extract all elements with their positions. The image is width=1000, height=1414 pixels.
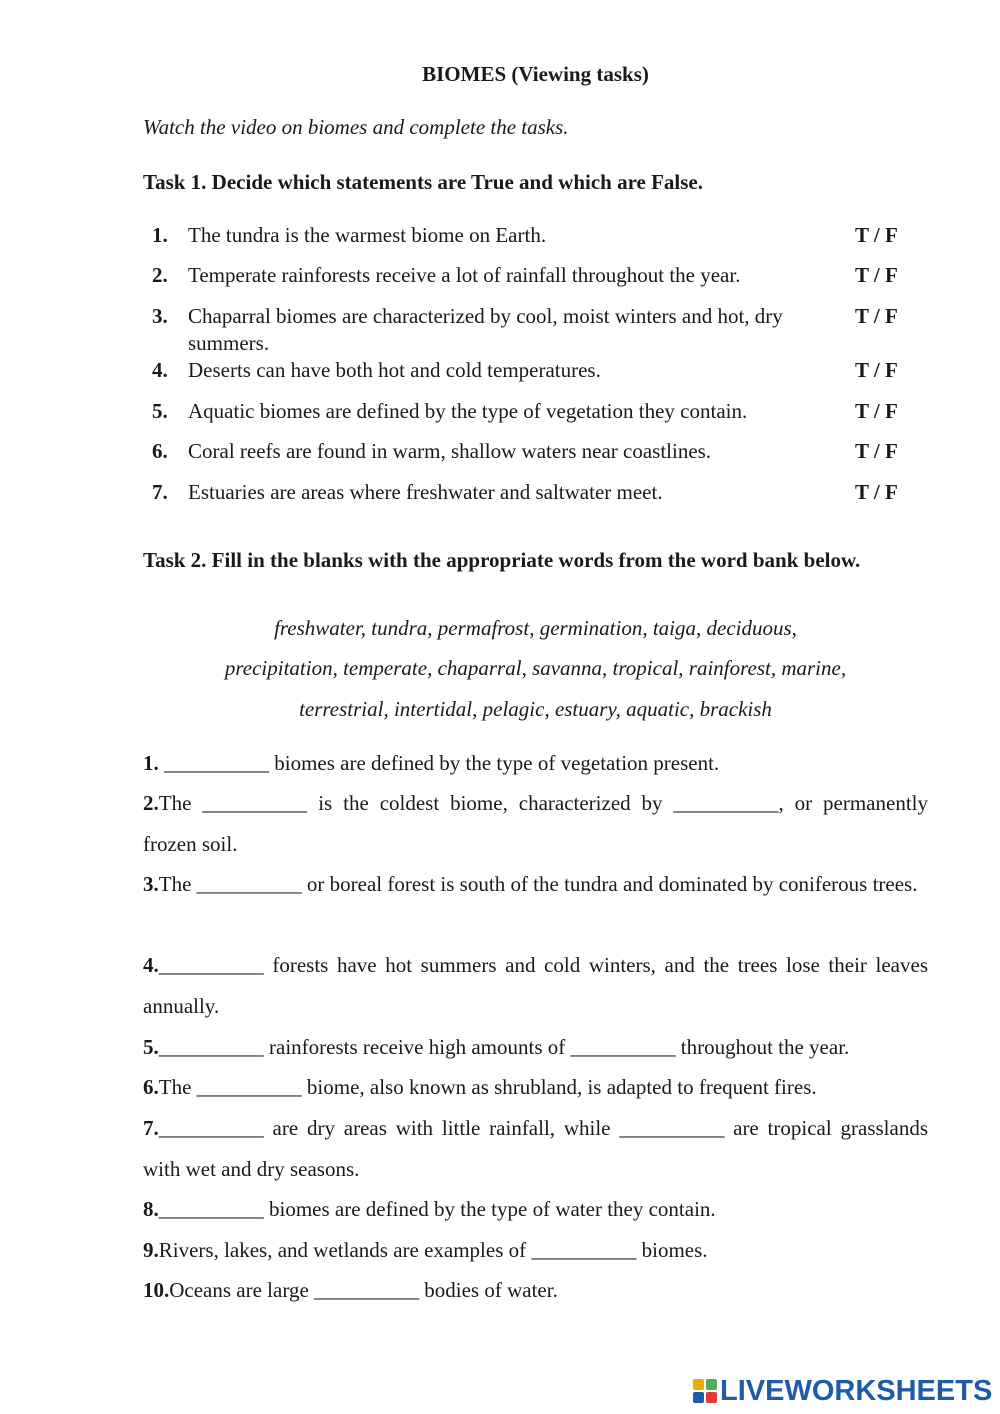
fill-item-text[interactable]: __________ biomes are defined by the type of vegetation present. <box>158 751 720 775</box>
tf-item-text: Chaparral biomes are characterized by cool, moist winters and hot, dry summers. <box>188 304 783 355</box>
task2-heading: Task 2. Fill in the blanks with the appropriate words from the word bank below. <box>143 548 861 572</box>
fill-item-number: 7. <box>143 1116 159 1140</box>
fill-item-number: 10. <box>143 1278 170 1302</box>
tf-item-number: 5. <box>152 399 168 423</box>
tf-choice[interactable]: T / F <box>855 304 898 328</box>
tf-item-text: Coral reefs are found in warm, shallow waters near coastlines. <box>188 439 712 463</box>
fill-item-text[interactable]: Oceans are large __________ bodies of water. <box>169 1278 558 1302</box>
fill-item <box>143 945 928 1026</box>
fill-item-text[interactable]: __________ forests have hot summers and cold winters, and the trees lose their leaves annually. <box>143 953 928 1018</box>
instructions: Watch the video on biomes and complete the tasks. <box>143 115 569 139</box>
tf-item-number: 2. <box>152 263 168 287</box>
tf-item-text: The tundra is the warmest biome on Earth. <box>188 223 547 247</box>
fill-item <box>143 1108 928 1189</box>
tf-choice[interactable]: T / F <box>855 358 898 382</box>
fill-item-text[interactable]: __________ biomes are defined by the type of water they contain. <box>158 1197 716 1221</box>
fill-item-text[interactable]: The __________ or boreal forest is south of the tundra and dominated by coniferous trees. <box>158 872 918 896</box>
fill-item-number: 2. <box>143 791 159 815</box>
fill-item <box>143 1027 928 1068</box>
fill-item-number: 1. <box>143 751 159 775</box>
fill-item <box>143 783 928 864</box>
tf-item-number: 3. <box>152 304 168 328</box>
tf-item-text: Deserts can have both hot and cold temperatures. <box>188 358 601 382</box>
worksheet-page <box>143 0 928 1414</box>
logo-text: LIVEWORKSHEETS <box>720 1374 993 1407</box>
fill-item-text[interactable]: Rivers, lakes, and wetlands are examples of __________ biomes. <box>158 1238 708 1262</box>
tf-choice[interactable]: T / F <box>855 263 898 287</box>
word-bank-line: precipitation, temperate, chaparral, savanna, tropical, rainforest, marine, <box>224 656 847 680</box>
tf-item-number: 4. <box>152 358 168 382</box>
liveworksheets-logo-icon <box>693 1379 717 1403</box>
fill-item-text[interactable]: __________ are dry areas with little rainfall, while __________ are tropical grasslands with wet and dry seasons. <box>143 1116 928 1181</box>
tf-choice[interactable]: T / F <box>855 223 898 247</box>
tf-choice[interactable]: T / F <box>855 439 898 463</box>
fill-item-text[interactable]: __________ rainforests receive high amounts of __________ throughout the year. <box>158 1035 850 1059</box>
tf-item-text: Temperate rainforests receive a lot of rainfall throughout the year. <box>188 263 741 287</box>
word-bank-line: terrestrial, intertidal, pelagic, estuary, aquatic, brackish <box>299 697 772 721</box>
fill-item <box>143 1270 928 1311</box>
task1-heading: Task 1. Decide which statements are True and which are False. <box>143 170 703 194</box>
fill-item-number: 8. <box>143 1197 159 1221</box>
fill-item-number: 4. <box>143 953 159 977</box>
tf-choice[interactable]: T / F <box>855 399 898 423</box>
tf-item-number: 6. <box>152 439 168 463</box>
fill-item <box>143 1189 928 1230</box>
fill-item-number: 5. <box>143 1035 159 1059</box>
tf-item-text: Estuaries are areas where freshwater and saltwater meet. <box>188 480 663 504</box>
liveworksheets-logo[interactable] <box>693 1376 992 1406</box>
tf-choice[interactable]: T / F <box>855 480 898 504</box>
word-bank-line: freshwater, tundra, permafrost, germination, taiga, deciduous, <box>274 616 797 640</box>
fill-item-number: 3. <box>143 872 159 896</box>
fill-item-text[interactable]: The __________ is the coldest biome, characterized by __________, or permanently frozen soil. <box>143 791 928 856</box>
tf-item-number: 7. <box>152 480 168 504</box>
fill-item <box>143 743 928 784</box>
fill-item-text[interactable]: The __________ biome, also known as shrubland, is adapted to frequent fires. <box>158 1075 817 1099</box>
fill-item-number: 6. <box>143 1075 159 1099</box>
fill-item <box>143 1067 928 1108</box>
page-title: BIOMES (Viewing tasks) <box>422 62 649 86</box>
fill-item <box>143 864 928 905</box>
fill-item <box>143 1230 928 1271</box>
tf-item-text: Aquatic biomes are defined by the type of vegetation they contain. <box>188 399 748 423</box>
tf-item-number: 1. <box>152 223 168 247</box>
fill-item-number: 9. <box>143 1238 159 1262</box>
